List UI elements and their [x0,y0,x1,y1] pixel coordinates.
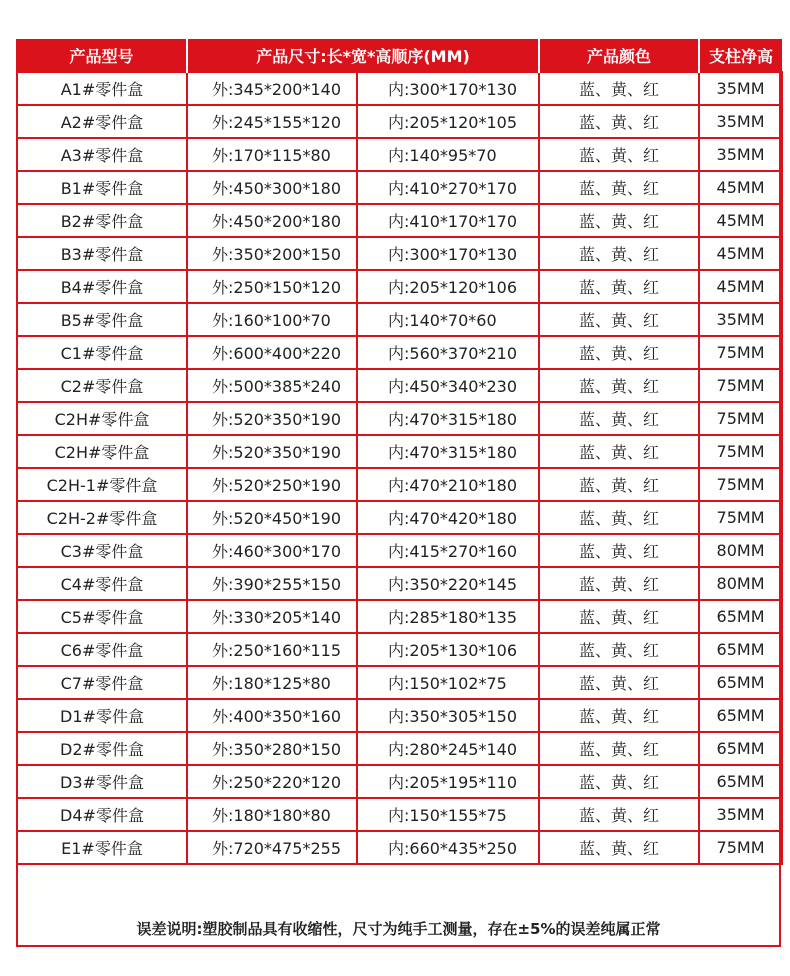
cell-pillar-height: 35MM [699,72,782,105]
cell-inner-size: 内:470*420*180 [357,501,539,534]
cell-outer-size: 外:350*200*150 [187,237,357,270]
tolerance-note: 误差说明:塑胶制品具有收缩性，尺寸为纯手工测量，存在±5%的误差纯属正常 [136,920,661,938]
cell-inner-size: 内:140*95*70 [357,138,539,171]
cell-model: A1#零件盒 [17,72,187,105]
cell-pillar-height: 65MM [699,633,782,666]
cell-color: 蓝、黄、红 [539,666,699,699]
cell-color: 蓝、黄、红 [539,237,699,270]
cell-model: B2#零件盒 [17,204,187,237]
table-row [17,567,782,600]
table-row [17,204,782,237]
header-color: 产品颜色 [539,39,699,72]
cell-color: 蓝、黄、红 [539,402,699,435]
cell-outer-size: 外:520*450*190 [187,501,357,534]
cell-model: B1#零件盒 [17,171,187,204]
table-row [17,336,782,369]
cell-pillar-height: 45MM [699,171,782,204]
cell-pillar-height: 35MM [699,105,782,138]
cell-model: E1#零件盒 [17,831,187,864]
header-model: 产品型号 [17,39,187,72]
cell-model: C7#零件盒 [17,666,187,699]
table-row [17,501,782,534]
cell-model: C2H-1#零件盒 [17,468,187,501]
cell-inner-size: 内:285*180*135 [357,600,539,633]
cell-model: B4#零件盒 [17,270,187,303]
cell-color: 蓝、黄、红 [539,270,699,303]
cell-pillar-height: 65MM [699,666,782,699]
table-row [17,72,782,105]
cell-outer-size: 外:500*385*240 [187,369,357,402]
cell-color: 蓝、黄、红 [539,171,699,204]
cell-color: 蓝、黄、红 [539,336,699,369]
cell-outer-size: 外:345*200*140 [187,72,357,105]
cell-outer-size: 外:170*115*80 [187,138,357,171]
cell-inner-size: 内:470*210*180 [357,468,539,501]
cell-outer-size: 外:250*150*120 [187,270,357,303]
table-row [17,600,782,633]
cell-color: 蓝、黄、红 [539,831,699,864]
header-pillar: 支柱净高 [699,39,782,72]
cell-outer-size: 外:520*350*190 [187,402,357,435]
cell-color: 蓝、黄、红 [539,468,699,501]
cell-inner-size: 内:350*220*145 [357,567,539,600]
cell-inner-size: 内:415*270*160 [357,534,539,567]
cell-pillar-height: 65MM [699,765,782,798]
table-row [17,633,782,666]
cell-outer-size: 外:450*200*180 [187,204,357,237]
cell-outer-size: 外:330*205*140 [187,600,357,633]
cell-inner-size: 内:205*130*106 [357,633,539,666]
cell-inner-size: 内:410*270*170 [357,171,539,204]
cell-inner-size: 内:150*102*75 [357,666,539,699]
cell-inner-size: 内:205*195*110 [357,765,539,798]
cell-inner-size: 内:470*315*180 [357,435,539,468]
cell-outer-size: 外:460*300*170 [187,534,357,567]
table-row [17,270,782,303]
header-size: 产品尺寸:长*宽*高顺序(MM) [187,39,539,72]
spec-table [16,39,783,865]
cell-inner-size: 内:300*170*130 [357,237,539,270]
cell-inner-size: 内:350*305*150 [357,699,539,732]
table-header-row [17,39,782,72]
cell-model: C1#零件盒 [17,336,187,369]
table-row [17,798,782,831]
cell-model: C4#零件盒 [17,567,187,600]
table-row [17,237,782,270]
cell-pillar-height: 45MM [699,204,782,237]
cell-color: 蓝、黄、红 [539,765,699,798]
cell-model: B5#零件盒 [17,303,187,336]
cell-model: C6#零件盒 [17,633,187,666]
table-row [17,666,782,699]
cell-color: 蓝、黄、红 [539,534,699,567]
cell-outer-size: 外:350*280*150 [187,732,357,765]
cell-outer-size: 外:250*160*115 [187,633,357,666]
cell-model: C2H#零件盒 [17,402,187,435]
cell-model: A3#零件盒 [17,138,187,171]
cell-inner-size: 内:560*370*210 [357,336,539,369]
cell-model: C2#零件盒 [17,369,187,402]
cell-model: B3#零件盒 [17,237,187,270]
table-row [17,138,782,171]
cell-model: C2H-2#零件盒 [17,501,187,534]
cell-color: 蓝、黄、红 [539,600,699,633]
cell-pillar-height: 65MM [699,699,782,732]
cell-pillar-height: 75MM [699,336,782,369]
table-row [17,402,782,435]
cell-pillar-height: 80MM [699,567,782,600]
cell-pillar-height: 35MM [699,138,782,171]
cell-color: 蓝、黄、红 [539,105,699,138]
table-body [17,72,782,864]
table-row [17,435,782,468]
table-row [17,303,782,336]
cell-color: 蓝、黄、红 [539,369,699,402]
cell-pillar-height: 75MM [699,468,782,501]
cell-model: A2#零件盒 [17,105,187,138]
cell-inner-size: 内:205*120*105 [357,105,539,138]
cell-outer-size: 外:250*220*120 [187,765,357,798]
cell-inner-size: 内:660*435*250 [357,831,539,864]
table-row [17,468,782,501]
cell-inner-size: 内:300*170*130 [357,72,539,105]
cell-inner-size: 内:280*245*140 [357,732,539,765]
cell-color: 蓝、黄、红 [539,72,699,105]
cell-color: 蓝、黄、红 [539,303,699,336]
cell-outer-size: 外:600*400*220 [187,336,357,369]
table-row [17,765,782,798]
cell-color: 蓝、黄、红 [539,501,699,534]
cell-inner-size: 内:410*170*170 [357,204,539,237]
cell-pillar-height: 75MM [699,369,782,402]
cell-pillar-height: 35MM [699,303,782,336]
cell-outer-size: 外:720*475*255 [187,831,357,864]
table-row [17,171,782,204]
table-row [17,831,782,864]
cell-outer-size: 外:390*255*150 [187,567,357,600]
cell-outer-size: 外:520*250*190 [187,468,357,501]
cell-outer-size: 外:450*300*180 [187,171,357,204]
cell-pillar-height: 80MM [699,534,782,567]
cell-inner-size: 内:140*70*60 [357,303,539,336]
cell-inner-size: 内:150*155*75 [357,798,539,831]
cell-outer-size: 外:180*125*80 [187,666,357,699]
cell-color: 蓝、黄、红 [539,567,699,600]
table-row [17,534,782,567]
cell-model: D1#零件盒 [17,699,187,732]
cell-pillar-height: 65MM [699,600,782,633]
cell-outer-size: 外:160*100*70 [187,303,357,336]
cell-inner-size: 内:205*120*106 [357,270,539,303]
table-row [17,732,782,765]
cell-outer-size: 外:245*155*120 [187,105,357,138]
cell-color: 蓝、黄、红 [539,699,699,732]
cell-inner-size: 内:450*340*230 [357,369,539,402]
cell-model: D4#零件盒 [17,798,187,831]
cell-outer-size: 外:400*350*160 [187,699,357,732]
cell-pillar-height: 45MM [699,270,782,303]
cell-model: C5#零件盒 [17,600,187,633]
cell-outer-size: 外:180*180*80 [187,798,357,831]
table-row [17,699,782,732]
table-row [17,369,782,402]
cell-color: 蓝、黄、红 [539,204,699,237]
cell-pillar-height: 75MM [699,402,782,435]
cell-color: 蓝、黄、红 [539,435,699,468]
cell-pillar-height: 75MM [699,501,782,534]
cell-color: 蓝、黄、红 [539,633,699,666]
cell-model: C2H#零件盒 [17,435,187,468]
cell-pillar-height: 65MM [699,732,782,765]
cell-model: C3#零件盒 [17,534,187,567]
cell-model: D3#零件盒 [17,765,187,798]
cell-color: 蓝、黄、红 [539,798,699,831]
cell-pillar-height: 75MM [699,435,782,468]
cell-pillar-height: 35MM [699,798,782,831]
cell-color: 蓝、黄、红 [539,732,699,765]
cell-model: D2#零件盒 [17,732,187,765]
cell-pillar-height: 45MM [699,237,782,270]
cell-pillar-height: 75MM [699,831,782,864]
cell-inner-size: 内:470*315*180 [357,402,539,435]
cell-outer-size: 外:520*350*190 [187,435,357,468]
cell-color: 蓝、黄、红 [539,138,699,171]
table-row [17,105,782,138]
